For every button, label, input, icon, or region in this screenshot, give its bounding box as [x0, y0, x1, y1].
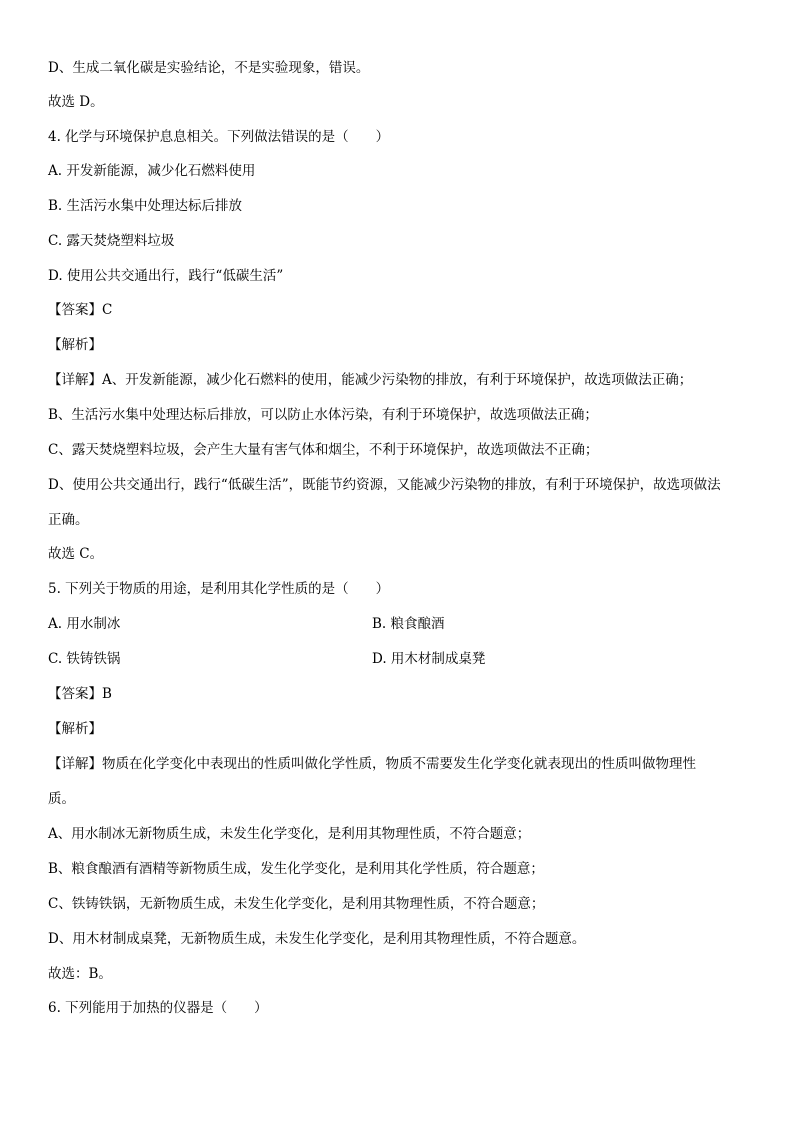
question-4-detail-a: 【详解】A、开发新能源，减少化石燃料的使用，能减少污染物的排放，有利于环境保护，故选项做法正确； [48, 372, 693, 388]
question-4-detail-d: D、使用公共交通出行，践行“低碳生活”，既能节约资源，又能减少污染物的排放，有利于环境保护，故选项做法 [48, 477, 721, 493]
question-5-detail-a: A、用水制冰无新物质生成，未发生化学变化，是利用其物理性质，不符合题意； [48, 826, 531, 842]
question-5-analysis-heading: 【解析】 [48, 721, 102, 737]
question-4-analysis-heading: 【解析】 [48, 337, 102, 353]
question-5-option-c: C. 铁铸铁锅 [48, 651, 121, 667]
question-4-option-b: B. 生活污水集中处理达标后排放 [48, 198, 243, 214]
question-4-detail-c: C、露天焚烧塑料垃圾，会产生大量有害气体和烟尘，不利于环境保护，故选项做法不正确； [48, 442, 599, 458]
question-4-stem: 4. 化学与环境保护息息相关。下列做法错误的是（ ） [48, 129, 390, 145]
analysis-option-d-prev: D、生成二氧化碳是实验结论，不是实验现象，错误。 [48, 60, 370, 76]
question-5-detail-c: C、铁铸铁锅，无新物质生成，未发生化学变化，是利用其物理性质，不符合题意； [48, 896, 545, 912]
question-4-option-a: A. 开发新能源，减少化石燃料使用 [48, 163, 256, 179]
question-5-option-b: B. 粮食酿酒 [372, 616, 445, 632]
question-4-detail-d-cont: 正确。 [48, 512, 89, 528]
question-5-detail: 【详解】物质在化学变化中表现出的性质叫做化学性质，物质不需要发生化学变化就表现出的性质叫做物理性 [48, 756, 696, 772]
question-4-choice: 故选 C。 [48, 546, 104, 562]
question-6-stem: 6. 下列能用于加热的仪器是（ ） [48, 1000, 268, 1016]
question-4-detail-b: B、生活污水集中处理达标后排放，可以防止水体污染，有利于环境保护，故选项做法正确； [48, 407, 598, 423]
question-4-option-c: C. 露天焚烧塑料垃圾 [48, 233, 175, 249]
question-5-stem: 5. 下列关于物质的用途，是利用其化学性质的是（ ） [48, 581, 390, 597]
question-5-answer: 【答案】B [48, 686, 112, 702]
question-5-detail-b: B、粮食酿酒有酒精等新物质生成，发生化学变化，是利用其化学性质，符合题意； [48, 861, 544, 877]
question-5-choice: 故选：B。 [48, 966, 112, 982]
question-5-option-d: D. 用木材制成桌凳 [372, 651, 486, 667]
question-4-answer: 【答案】C [48, 302, 113, 318]
question-5-detail-cont: 质。 [48, 791, 75, 807]
question-4-option-d: D. 使用公共交通出行，践行“低碳生活” [48, 268, 284, 284]
question-5-option-a: A. 用水制冰 [48, 616, 121, 632]
answer-choice-prev: 故选 D。 [48, 94, 104, 110]
question-5-detail-d: D、用木材制成桌凳，无新物质生成，未发生化学变化，是利用其物理性质，不符合题意。 [48, 931, 586, 947]
